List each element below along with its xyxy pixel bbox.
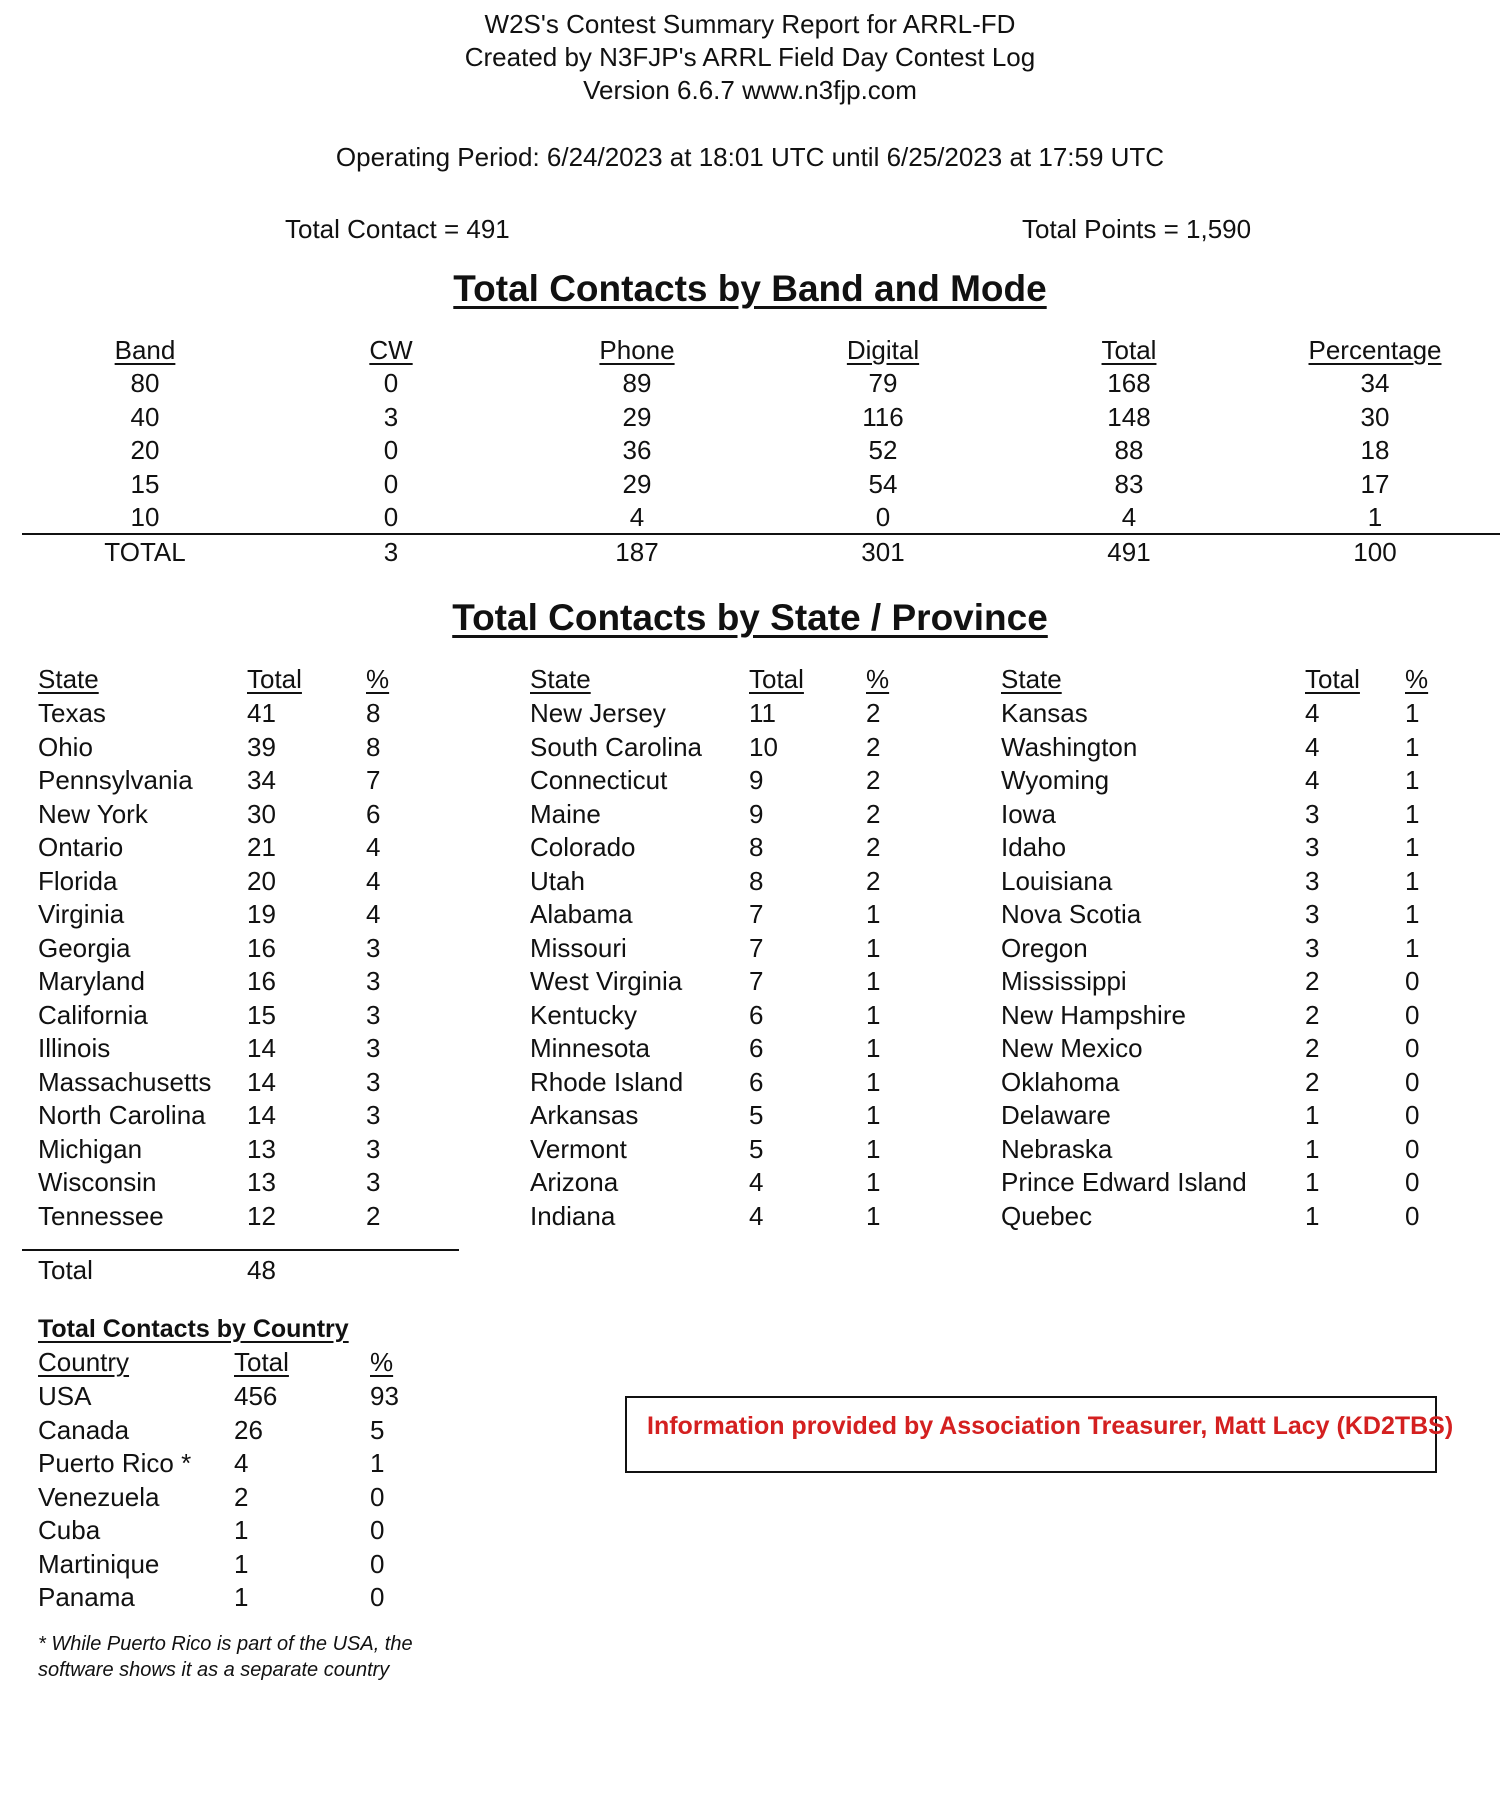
state-cell-total: 3 xyxy=(1305,932,1320,963)
state-cell-total: 14 xyxy=(247,1100,276,1130)
state-cell-state: New York xyxy=(38,798,148,829)
band-cell-cw: 3 xyxy=(383,401,399,432)
state-cell-state: Florida xyxy=(38,865,118,896)
band-cell-band: 40 xyxy=(130,401,160,432)
state-cell-total: 13 xyxy=(247,1167,276,1197)
state-cell-state: Ohio xyxy=(38,731,93,762)
info-text: Information provided by Association Treasurer, Matt Lacy (KD2TBS) xyxy=(647,1412,1454,1440)
state-cell-total: 2 xyxy=(1305,1033,1320,1063)
country-cell-country: Panama xyxy=(38,1582,135,1612)
band-cell-total: 168 xyxy=(1107,368,1151,398)
state-cell-state: New Hampshire xyxy=(1001,999,1186,1030)
band-cell-digital: 116 xyxy=(862,401,904,432)
state-cell-total: 4 xyxy=(749,1200,764,1231)
state-cell-total: 4 xyxy=(1305,731,1320,762)
state-cell-total: 6 xyxy=(749,1033,764,1063)
state-cell-state: North Carolina xyxy=(38,1100,206,1130)
state-cell-state: Wisconsin xyxy=(38,1167,157,1197)
footnote-line-1: * While Puerto Rico is part of the USA, the xyxy=(38,1633,413,1655)
state-cell-state: Alabama xyxy=(530,899,633,929)
state-header-total: Total xyxy=(1305,664,1360,694)
total-contact: Total Contact = 491 xyxy=(285,214,510,244)
state-header-total: Total xyxy=(247,664,302,694)
state-cell-total: 11 xyxy=(749,698,776,728)
state-cell-percent: 1 xyxy=(866,1200,881,1231)
state-cell-percent: 3 xyxy=(366,1033,381,1063)
state-cell-state: Oklahoma xyxy=(1001,1066,1120,1097)
band-mode-title: Total Contacts by Band and Mode xyxy=(453,268,1047,309)
state-header-percent: % xyxy=(1405,664,1429,694)
state-cell-total: 21 xyxy=(247,832,276,862)
state-cell-percent: 2 xyxy=(866,731,881,762)
state-cell-state: Iowa xyxy=(1001,798,1056,829)
country-cell-total: 2 xyxy=(234,1481,249,1512)
state-cell-total: 7 xyxy=(749,932,764,963)
state-cell-state: Utah xyxy=(530,865,585,896)
state-cell-percent: 1 xyxy=(1405,932,1420,963)
state-cell-percent: 1 xyxy=(866,1066,881,1097)
band-cell-digital: 0 xyxy=(875,502,891,532)
state-cell-state: Minnesota xyxy=(530,1033,650,1063)
state-cell-percent: 1 xyxy=(1405,865,1420,896)
state-cell-percent: 1 xyxy=(866,899,881,929)
state-header-state: State xyxy=(530,664,591,694)
state-cell-total: 6 xyxy=(749,999,764,1030)
state-cell-total: 19 xyxy=(247,899,276,929)
state-cell-total: 8 xyxy=(749,832,764,862)
country-cell-country: Martinique xyxy=(38,1548,160,1579)
state-cell-percent: 1 xyxy=(866,1167,881,1197)
band-cell-digital: 54 xyxy=(868,468,898,499)
state-cell-total: 14 xyxy=(247,1066,276,1097)
state-cell-total: 8 xyxy=(749,865,764,896)
report-title: W2S's Contest Summary Report for ARRL-FD xyxy=(484,9,1016,39)
band-cell-cw: 0 xyxy=(383,368,399,398)
state-cell-state: California xyxy=(38,999,148,1030)
state-cell-state: Kentucky xyxy=(530,999,637,1030)
report-version: Version 6.6.7 www.n3fjp.com xyxy=(583,75,917,105)
band-total-cw: 3 xyxy=(383,537,399,567)
state-cell-state: Texas xyxy=(38,698,106,728)
country-title: Total Contacts by Country xyxy=(38,1315,349,1343)
band-cell-percentage: 1 xyxy=(1367,502,1383,532)
state-cell-percent: 2 xyxy=(866,865,881,896)
state-cell-state: Nebraska xyxy=(1001,1133,1113,1164)
state-cell-state: Maine xyxy=(530,798,601,829)
state-cell-percent: 3 xyxy=(366,932,381,963)
country-cell-total: 1 xyxy=(234,1515,249,1545)
state-cell-percent: 1 xyxy=(1405,698,1420,728)
state-cell-percent: 7 xyxy=(366,765,381,795)
state-cell-percent: 0 xyxy=(1405,1100,1420,1130)
country-header-country: Country xyxy=(38,1347,130,1377)
state-cell-state: Delaware xyxy=(1001,1100,1111,1130)
state-cell-state: Arizona xyxy=(530,1167,619,1197)
state-cell-state: New Jersey xyxy=(530,698,666,728)
state-cell-state: Colorado xyxy=(530,832,636,862)
state-cell-total: 4 xyxy=(749,1167,764,1197)
band-total-total: 491 xyxy=(1107,537,1151,567)
country-header-percent: % xyxy=(370,1347,394,1377)
band-cell-band: 80 xyxy=(130,368,160,398)
state-cell-total: 4 xyxy=(1305,698,1320,728)
state-cell-percent: 0 xyxy=(1405,1066,1420,1097)
state-cell-state: Washington xyxy=(1001,731,1138,762)
state-cell-percent: 1 xyxy=(1405,899,1420,929)
state-cell-percent: 4 xyxy=(366,832,381,862)
state-header-state: State xyxy=(38,664,99,694)
state-cell-state: Michigan xyxy=(38,1133,143,1164)
state-cell-percent: 0 xyxy=(1405,1133,1420,1164)
state-cell-state: Ontario xyxy=(38,832,124,862)
total-points: Total Points = 1,590 xyxy=(1022,214,1252,244)
state-cell-total: 2 xyxy=(1305,966,1320,996)
state-cell-total: 4 xyxy=(1305,765,1320,795)
state-cell-percent: 3 xyxy=(366,1100,381,1130)
state-cell-percent: 8 xyxy=(366,698,381,728)
country-cell-country: Venezuela xyxy=(38,1481,160,1512)
state-cell-percent: 1 xyxy=(866,1033,881,1063)
band-cell-phone: 29 xyxy=(622,401,652,432)
band-cell-band: 10 xyxy=(130,502,160,532)
state-cell-percent: 6 xyxy=(366,798,381,829)
state-cell-total: 41 xyxy=(247,698,276,728)
state-header-state: State xyxy=(1001,664,1062,694)
state-cell-total: 7 xyxy=(749,966,764,996)
state-cell-total: 16 xyxy=(247,966,276,996)
state-cell-total: 7 xyxy=(749,899,764,929)
band-cell-cw: 0 xyxy=(383,502,399,532)
country-cell-percent: 0 xyxy=(370,1582,385,1612)
band-cell-digital: 79 xyxy=(868,368,898,398)
state-cell-total: 9 xyxy=(749,798,764,829)
state-cell-state: Connecticut xyxy=(530,765,668,795)
country-cell-total: 456 xyxy=(234,1381,278,1411)
state-cell-percent: 4 xyxy=(366,899,381,929)
state-cell-state: Illinois xyxy=(38,1033,111,1063)
state-cell-state: Pennsylvania xyxy=(38,765,193,795)
band-header-total: Total xyxy=(1101,335,1157,365)
state-cell-state: Missouri xyxy=(530,932,627,963)
country-cell-percent: 93 xyxy=(370,1381,399,1411)
state-cell-state: Prince Edward Island xyxy=(1001,1167,1247,1197)
state-cell-percent: 0 xyxy=(1405,966,1420,996)
state-cell-total: 16 xyxy=(247,932,276,963)
country-cell-percent: 5 xyxy=(370,1414,385,1445)
country-cell-total: 1 xyxy=(234,1582,249,1612)
state-cell-percent: 0 xyxy=(1405,1033,1420,1063)
band-cell-phone: 89 xyxy=(622,368,652,398)
state-cell-state: Maryland xyxy=(38,966,145,996)
state-cell-state: Mississippi xyxy=(1001,966,1127,996)
info-box xyxy=(625,1396,1454,1473)
band-header-digital: Digital xyxy=(846,335,920,365)
country-cell-total: 26 xyxy=(234,1414,263,1445)
state-cell-percent: 3 xyxy=(366,999,381,1030)
state-cell-percent: 1 xyxy=(1405,765,1420,795)
state-cell-total: 3 xyxy=(1305,798,1320,829)
state-cell-percent: 3 xyxy=(366,1167,381,1197)
state-cell-percent: 8 xyxy=(366,731,381,762)
state-cell-total: 2 xyxy=(1305,999,1320,1030)
band-cell-digital: 52 xyxy=(868,435,898,465)
state-cell-state: Georgia xyxy=(38,932,131,963)
state-cell-percent: 1 xyxy=(866,932,881,963)
state-cell-percent: 2 xyxy=(366,1200,381,1231)
state-cell-state: Arkansas xyxy=(530,1100,639,1130)
state-cell-total: 1 xyxy=(1305,1200,1320,1231)
state-cell-total: 3 xyxy=(1305,865,1320,896)
band-cell-band: 15 xyxy=(130,468,160,499)
country-cell-total: 1 xyxy=(234,1548,249,1579)
operating-period: Operating Period: 6/24/2023 at 18:01 UTC until 6/25/2023 at 17:59 UTC xyxy=(335,142,1165,172)
state-cell-state: Wyoming xyxy=(1001,765,1110,795)
state-cell-state: Massachusetts xyxy=(38,1066,212,1097)
report-creator: Created by N3FJP's ARRL Field Day Contest Log xyxy=(464,42,1036,72)
state-header-percent: % xyxy=(866,664,890,694)
state-cell-total: 9 xyxy=(749,765,764,795)
country-cell-country: Puerto Rico * xyxy=(38,1448,192,1478)
band-cell-band: 20 xyxy=(130,435,160,465)
state-cell-state: Louisiana xyxy=(1001,865,1113,896)
state-cell-state: South Carolina xyxy=(530,731,702,762)
state-header-total: Total xyxy=(749,664,804,694)
state-total-divider xyxy=(22,1249,459,1251)
state-cell-percent: 1 xyxy=(1405,832,1420,862)
state-cell-total: 12 xyxy=(247,1200,276,1231)
state-cell-total: 39 xyxy=(247,731,276,762)
state-cell-total: 34 xyxy=(247,765,276,795)
band-header-band: Band xyxy=(114,335,176,365)
band-cell-percentage: 34 xyxy=(1360,368,1390,398)
band-table-divider xyxy=(22,533,1500,535)
state-header-percent: % xyxy=(366,664,390,694)
country-cell-percent: 1 xyxy=(370,1448,385,1478)
band-cell-cw: 0 xyxy=(383,435,399,465)
band-cell-cw: 0 xyxy=(383,468,399,499)
band-cell-total: 4 xyxy=(1121,502,1137,532)
state-cell-state: West Virginia xyxy=(530,966,683,996)
band-cell-phone: 4 xyxy=(629,502,645,532)
state-cell-percent: 1 xyxy=(866,1100,881,1130)
state-cell-total: 14 xyxy=(247,1033,276,1063)
footnote-line-2: software shows it as a separate country xyxy=(38,1659,390,1681)
band-cell-phone: 36 xyxy=(622,435,652,465)
state-cell-total: 13 xyxy=(247,1133,276,1164)
state-cell-state: Oregon xyxy=(1001,932,1088,963)
state-cell-percent: 2 xyxy=(866,765,881,795)
state-cell-percent: 2 xyxy=(866,832,881,862)
band-cell-total: 148 xyxy=(1107,401,1151,432)
state-cell-percent: 0 xyxy=(1405,999,1420,1030)
band-total-digital: 301 xyxy=(861,537,905,567)
state-cell-total: 20 xyxy=(247,865,276,896)
band-cell-percentage: 18 xyxy=(1360,435,1390,465)
country-cell-country: Cuba xyxy=(38,1515,101,1545)
state-cell-state: Kansas xyxy=(1001,698,1088,728)
state-cell-percent: 3 xyxy=(366,1133,381,1164)
country-cell-country: Canada xyxy=(38,1414,130,1445)
state-cell-total: 3 xyxy=(1305,899,1320,929)
state-cell-percent: 1 xyxy=(866,999,881,1030)
country-cell-percent: 0 xyxy=(370,1481,385,1512)
band-cell-total: 83 xyxy=(1114,468,1144,499)
state-cell-state: Quebec xyxy=(1001,1200,1093,1231)
band-cell-total: 88 xyxy=(1114,435,1144,465)
state-cell-percent: 1 xyxy=(866,1133,881,1164)
state-cell-percent: 2 xyxy=(866,798,881,829)
state-cell-state: New Mexico xyxy=(1001,1033,1143,1063)
state-cell-state: Vermont xyxy=(530,1133,627,1164)
state-cell-state: Tennessee xyxy=(38,1200,164,1231)
state-province-title: Total Contacts by State / Province xyxy=(452,597,1048,638)
state-cell-percent: 1 xyxy=(1405,731,1420,762)
band-total-percentage: 100 xyxy=(1353,537,1397,567)
band-header-percentage: Percentage xyxy=(1308,335,1442,365)
band-total-phone: 187 xyxy=(615,537,659,567)
state-cell-state: Indiana xyxy=(530,1200,616,1231)
state-cell-state: Rhode Island xyxy=(530,1066,684,1097)
state-cell-percent: 4 xyxy=(366,865,381,896)
state-cell-percent: 2 xyxy=(866,698,881,728)
country-cell-total: 4 xyxy=(234,1448,249,1478)
state-total-value: 48 xyxy=(247,1255,276,1285)
state-cell-percent: 3 xyxy=(366,966,381,996)
country-cell-percent: 0 xyxy=(370,1548,385,1579)
state-cell-percent: 1 xyxy=(866,966,881,996)
state-cell-total: 2 xyxy=(1305,1066,1320,1097)
state-cell-total: 1 xyxy=(1305,1133,1320,1164)
band-cell-phone: 29 xyxy=(622,468,652,499)
state-total-label: Total xyxy=(38,1255,93,1285)
state-cell-percent: 0 xyxy=(1405,1167,1420,1197)
state-cell-percent: 1 xyxy=(1405,798,1420,829)
state-cell-total: 15 xyxy=(247,999,276,1030)
state-cell-total: 3 xyxy=(1305,832,1320,862)
state-cell-total: 30 xyxy=(247,798,276,829)
state-cell-total: 6 xyxy=(749,1066,764,1097)
state-cell-state: Nova Scotia xyxy=(1001,899,1142,929)
state-cell-state: Virginia xyxy=(38,899,125,929)
country-cell-country: USA xyxy=(38,1381,92,1411)
state-cell-total: 5 xyxy=(749,1100,764,1130)
band-cell-percentage: 30 xyxy=(1360,401,1390,432)
state-cell-percent: 0 xyxy=(1405,1200,1420,1231)
state-cell-total: 1 xyxy=(1305,1100,1320,1130)
state-cell-total: 10 xyxy=(749,731,778,762)
band-total-band: TOTAL xyxy=(104,537,186,567)
band-cell-percentage: 17 xyxy=(1360,468,1390,499)
state-cell-percent: 3 xyxy=(366,1066,381,1097)
band-header-cw: CW xyxy=(369,335,413,365)
state-cell-total: 5 xyxy=(749,1133,764,1164)
country-cell-percent: 0 xyxy=(370,1515,385,1545)
state-cell-state: Idaho xyxy=(1001,832,1067,862)
country-header-total: Total xyxy=(234,1347,289,1377)
band-header-phone: Phone xyxy=(599,335,675,365)
state-cell-total: 1 xyxy=(1305,1167,1320,1197)
